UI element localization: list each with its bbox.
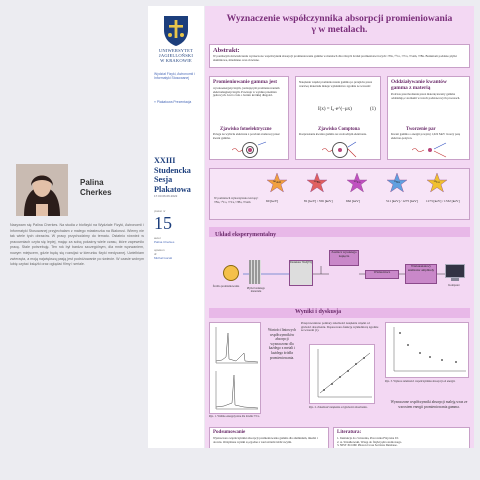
theory-box-2	[295, 76, 381, 160]
pair-production-text: Kwant gamma o energii powyżej 1,022 MeV tworzy parę elektron-pozyton.	[391, 132, 461, 140]
summary-text: Wyznaczono współczynniki absorpcji promieniowania gamma dla aluminium, miedzi i ołowiu. Otrzymane wyniki są zgodne z wartościami tablicowymi.	[213, 436, 318, 444]
spectrum-plots	[209, 322, 261, 414]
caption-spectrum: Rys. 1. Widmo energetyczne dla źródła ¹³⁷Cs.	[209, 415, 260, 418]
profile-name: Palina Cherkes	[80, 178, 112, 197]
nav-link-back[interactable]: « Plakatowa Prezentacja	[154, 100, 192, 104]
setup-computer-label: Komputer	[448, 284, 460, 287]
supervisor-meta: opiekun dr Michał Gorski	[154, 248, 173, 260]
session-date: 17.03.06.06.2022	[154, 194, 178, 198]
theory-box-1	[209, 76, 289, 160]
computer-stand	[451, 278, 459, 281]
plakat-number: 15	[154, 213, 172, 233]
photoelectric-heading: Zjawisko fotoelektryczne	[220, 127, 272, 132]
setup-detector: Detektor NaI(Tl)	[289, 260, 313, 286]
theory-heading-1: Promieniowanie gamma jest	[213, 79, 278, 85]
sidebar	[148, 6, 204, 448]
session-name: XXIII Studencka Sesja Plakatowa	[154, 156, 191, 194]
isotope-label: ¹³⁷Cs	[353, 180, 361, 184]
university-crest-icon	[156, 12, 196, 52]
literature-box	[333, 427, 470, 448]
setup-plates-label: Płytki badanego materiału	[246, 287, 266, 294]
isotope-star-icon	[386, 173, 408, 195]
setup-diagram	[209, 240, 470, 306]
abstract-heading: Abstrakt:	[213, 47, 240, 54]
abstract-text: W poniższym doświadczeniu wyznaczono współczynnik absorpcji promieniowania gamma w metalach dla różnych źródeł promieniotwórczych: ²²Na, ⁶⁰Co, ¹³⁷Cs, ²⁴¹Am, ¹³³Ba. Badaniom poddano płytki aluminiowe, miedziane oraz ołowiane.	[213, 54, 457, 62]
isotope-label: ⁶⁰Co	[433, 180, 441, 184]
author-meta: autor Palina Cherkes	[154, 236, 175, 244]
intensity-plot	[309, 344, 375, 404]
isotope-label: ¹³³Ba	[313, 180, 321, 184]
theory-heading-3: Oddziaływanie kwantów gamma z materią	[391, 79, 447, 91]
avatar	[16, 164, 68, 216]
absorber-plates-icon	[249, 260, 261, 284]
absorption-plot	[385, 322, 469, 378]
results-callout-right: Wyznaczone współczynniki absorpcji maleją wraz ze wzrostem energii promieniowania gamma.	[390, 400, 468, 409]
setup-source-label: Źródło promieniowania	[212, 285, 240, 288]
compton-diagram	[322, 141, 358, 159]
isotope-energy: 60 [keV]	[266, 199, 279, 203]
theory-box-3	[387, 76, 470, 160]
pair-production-diagram	[412, 141, 448, 159]
results-callout-left: Wartości liniowych współczynników absorpcji wyznaczono dla każdego z metali i każdego źródła promieniowania.	[268, 328, 296, 360]
poster-title: Wyznaczenie współczynnika absorpcji promieniowania γ w metalach.	[226, 13, 453, 35]
theory-text-1: wysokoenergetycznym, jonizującym promieniowaniem elektromagnetycznym. Powstaje w wyniku przemian jądrowych. Jest to fala o bardzo krótkiej długości.	[213, 86, 280, 98]
summary-heading: Podsumowanie	[213, 430, 246, 435]
profile-bio: Nazywam się Palina Cherkes. Na studia z biofizyki na Wydziale Fizyki, Astronomii i Informatyki Stosowanej przyjechałam z małego miasteczka na Białorusi. Wiemy nie tak wiele tych obrazów. W pracy przychodzimy do tematu. Ostatnio również w pracowniach czyta się lepiej, mając za sobą pokaźny wiele czasu, które zapewniło pracę. Stale potrzebuję. Ten rok był bardzo szczególnym, dla mnie wyzwaniem, nowym miejscem, gdzie będę się rozwijać w kierunku fizyki medycznej. Uwielbiam zwierzęta, a moją największą pasją jest podróżowanie po świecie. W czasie wolnym lubię czytać książki oraz oglądać filmy i seriale.	[10, 223, 144, 267]
abstract-box	[209, 44, 470, 68]
isotope-star-icon	[346, 173, 368, 195]
isotope-label: ²⁴¹Am	[272, 180, 282, 184]
compton-heading: Zjawisko Comptona	[318, 127, 360, 132]
sources-section	[209, 168, 470, 220]
poster	[205, 6, 474, 448]
setup-hv-supply: Zasilacz wysokiego napięcia	[329, 250, 359, 266]
nav-link-faculty[interactable]: Wydział Fizyki, Astronomii i Informatyki Stosowanej	[154, 72, 195, 81]
theory-text-2: Natężenie wiązki promieniowania gamma po przejściu przez warstwę materiału maleje wykładniczo zgodnie ze wzorem:	[299, 80, 373, 88]
pair-production-heading: Tworzenie par	[406, 127, 436, 132]
literature-item: 1. Instrukcja do ćwiczenia, Pracownia Fizyczna UJ.	[337, 436, 400, 440]
isotope-energy: 1173 [keV] / 1332 [keV]	[426, 199, 460, 203]
setup-heading: Układ eksperymentalny	[215, 232, 277, 238]
isotope-star-icon	[306, 173, 328, 195]
isotope-energy: 511 [keV] / 1275 [keV]	[386, 199, 418, 203]
results-heading: Wyniki i dyskusja	[295, 309, 342, 315]
photoelectric-diagram	[232, 141, 268, 159]
sources-intro: W pomiarach wykorzystano izotopy: ²²Na, ⁶⁰Co, ¹³⁷Cs, ¹³³Ba, ²⁴¹Am	[214, 196, 259, 204]
literature-list	[337, 437, 467, 448]
isotope-star-icon	[426, 173, 448, 195]
results-text-mid: Przeprowadzono pomiary zależności natężenia wiązki od grubości absorbentu. Dopasowano funkcję wykładniczą zgodnie ze wzorem (1).	[301, 321, 379, 333]
photoelectric-text: Polega na wybiciu elektronu z powłoki atomowej przez kwant gamma.	[213, 132, 280, 140]
compton-text: Rozpraszanie kwantu gamma na swobodnym elektronie.	[299, 132, 367, 136]
author-link[interactable]: Palina Cherkes	[154, 240, 175, 244]
setup-analyzer: Wielokanałowy analizator amplitudy	[405, 264, 437, 284]
plakat-label: plakat nr	[154, 209, 166, 213]
isotope-energy: 662 [keV]	[346, 199, 360, 203]
literature-item: 2. A. Strzałkowski, Wstęp do fizyki jądra atomowego.	[337, 439, 403, 444]
isotope-label: ²²Na	[394, 180, 400, 184]
caption-absorption: Rys. 3. Wykres zależności współczynnika absorpcji od energii.	[385, 380, 456, 383]
summary-box	[209, 427, 329, 448]
computer-icon	[445, 264, 465, 278]
equation-number: (1)	[370, 107, 376, 112]
university-name: UNIWERSYTET JAGIELLOŃSKI W KRAKOWIE	[158, 48, 194, 64]
literature-heading: Literatura:	[337, 430, 362, 435]
isotope-energy: 81 [keV] / 356 [keV]	[304, 199, 333, 203]
setup-amplifier: Wzmacniacz	[365, 270, 399, 279]
isotope-star-icon	[266, 173, 288, 195]
supervisor-link[interactable]: Michał Gorski	[154, 256, 173, 260]
source-icon	[223, 265, 239, 281]
theory-text-3: Podczas przechodzenia przez materię kwanty gamma oddziałują z atomami w trzech podstawowych procesach.	[391, 92, 461, 100]
literature-item: 3. NIST XCOM: Photon Cross Sections Database.	[337, 443, 398, 448]
equation: I(x) = I₀·e^(−μx)	[318, 107, 352, 112]
caption-intensity: Rys. 2. Zależność natężenia od grubości absorbentu.	[309, 406, 368, 409]
